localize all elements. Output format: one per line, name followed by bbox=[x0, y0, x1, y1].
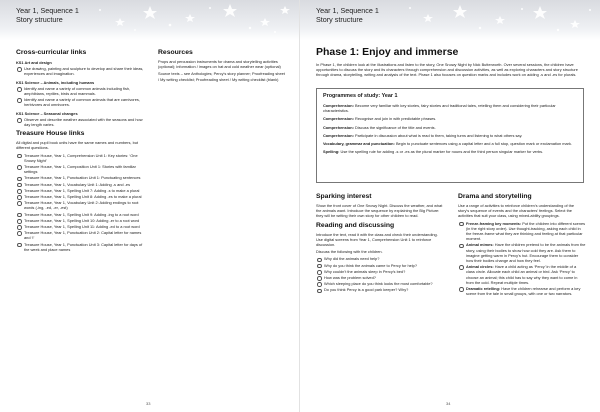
item-text: Have the children rehearse and perform a key scene from the tale in small groups, with one or two narrators. bbox=[466, 286, 581, 297]
reading-title: Reading and discussing bbox=[316, 221, 395, 229]
header-year: Year 1, Sequence 1 bbox=[16, 6, 79, 15]
row-label: Vocabulary, grammar and punctuation: bbox=[323, 141, 395, 147]
item-label: Animal circles: bbox=[466, 264, 494, 270]
reading-questions bbox=[316, 256, 444, 292]
drama-list bbox=[458, 221, 586, 297]
row-text: Begin to punctuate sentences using a capital letter and a full stop, question mark or exclamation mark. bbox=[395, 141, 572, 147]
list-item: Treasure House, Year 1, Spelling Unit 8: Adding -es to make a plural bbox=[16, 194, 144, 199]
resources-text-2: Source texts – see Anthologies; Percy’s story planner; Proofreading sheet / My writing checklist; Proofreading sheet / My writing checklist (blank) bbox=[158, 71, 285, 82]
page-header bbox=[16, 6, 79, 24]
treasure-house-intro: All digital and pupil book units have the same names and numbers, but different questions. bbox=[16, 140, 138, 151]
list-item: Treasure House, Year 1, Composition Unit 1: Stories with familiar settings bbox=[16, 164, 144, 174]
item-text: Have a child acting as ‘Percy’ in the middle of a class circle. Allocate each child an animal or bird. Ask ‘Percy’ to choose an animal; this child has to say why they want to come in from the cold. Repeat multiple times. bbox=[466, 264, 578, 285]
list-item bbox=[458, 286, 586, 296]
row-text: Become very familiar with key stories, fairy stories and traditional tales, retelling them and considering their particular characteristics. bbox=[323, 103, 556, 114]
item-label: Dramatic retelling: bbox=[466, 286, 501, 292]
list-item: Identify and name a variety of common animals that are carnivores, herbivores and omnivores. bbox=[16, 97, 144, 107]
drama-title: Drama and storytelling bbox=[458, 193, 532, 200]
list-item: Identify and name a variety of common animals including fish, amphibians, reptiles, birds and mammals. bbox=[16, 86, 144, 96]
row-text: Use the spelling rule for adding -s or -es as the plural marker for nouns and the third person singular marker for verbs. bbox=[340, 149, 544, 155]
programmes-row bbox=[323, 116, 577, 121]
list-item: Treasure House, Year 1, Punctuation Unit 1: Punctuating sentences bbox=[16, 175, 144, 180]
list-item: Treasure House, Year 1, Comprehension Unit 1: Key stories: ‘One Snowy Night’ bbox=[16, 153, 144, 163]
list-item: Observe and describe weather associated with the seasons and how day length varies. bbox=[16, 117, 144, 127]
reading-text: Introduce the text, read it with the class and check their understanding. Use digital screens from Year 1, Comprehension Unit 1 to reinforce discussion. bbox=[316, 231, 438, 248]
list-item: Do you think Percy is a good park keeper? Why? bbox=[316, 287, 444, 292]
row-text: Participate in discussion about what is read to them, taking turns and listening to what others say. bbox=[355, 132, 523, 138]
row-label: Comprehension: bbox=[323, 132, 354, 138]
list-item: Why did the animals need help? bbox=[316, 256, 444, 261]
left-column bbox=[16, 46, 144, 254]
resources-column bbox=[158, 46, 286, 84]
header-topic: Story structure bbox=[316, 15, 363, 24]
header-year: Year 1, Sequence 1 bbox=[316, 6, 379, 15]
sparking-text: Show the front cover of One Snowy Night. Discuss the weather, and what the animals want. Introduce the sequence by explaining the Big Picture: they will be writing their own story for other children to read. bbox=[316, 203, 443, 219]
list-item: Treasure House, Year 1, Vocabulary Unit 2: Adding endings to root words (-ing, -ed, -er, -est) bbox=[16, 200, 144, 210]
science-seasons-title: KS1 Science – Seasonal changes bbox=[16, 110, 78, 116]
art-title: KS1 Art and design bbox=[16, 60, 52, 65]
list-item: Treasure House, Year 1, Spelling Unit 11: Adding -ed to a root word bbox=[16, 224, 144, 229]
list-item: Treasure House, Year 1, Spelling Unit 7: Adding -s to make a plural bbox=[16, 188, 144, 193]
item-text: Have the children pretend to be the animals from the story, using their bodies to show how cold they are. Ask them to imagine getting warm in Percy’s hut. Encourage them to consider how their bodies change and how they feel. bbox=[466, 242, 586, 264]
science-seasons-list bbox=[16, 117, 144, 127]
list-item bbox=[458, 242, 586, 263]
header-topic: Story structure bbox=[16, 15, 63, 24]
row-text: Recognise and join in with predictable phrases. bbox=[355, 116, 437, 122]
lower-right-column bbox=[458, 190, 586, 298]
item-label: Animal mimes: bbox=[466, 242, 494, 248]
row-text: Discuss the significance of the title and events. bbox=[355, 124, 436, 130]
programmes-row bbox=[323, 149, 577, 154]
list-item: How was the problem solved? bbox=[316, 275, 444, 280]
list-item: Treasure House, Year 1, Spelling Unit 9: Adding -ing to a root word bbox=[16, 212, 144, 217]
cross-curricular-title: Cross-curricular links bbox=[16, 49, 87, 56]
row-label: Comprehension: bbox=[323, 124, 354, 130]
list-item bbox=[458, 221, 586, 242]
treasure-house-list bbox=[16, 153, 144, 252]
programmes-of-study-box bbox=[316, 88, 584, 183]
programmes-row bbox=[323, 133, 577, 138]
item-text: Put the children into different scenes (in the right story order). Use thought-tracking, asking each child in the freeze-frame what they are thinking and feeling at that particular moment. bbox=[466, 220, 586, 242]
drama-text: Use a range of activities to reinforce children’s understanding of the story’s sequence of events and the characters’ feelings. Select the activities that suit your class, using mixed-ability groupings. bbox=[458, 203, 575, 219]
item-label: Freeze-framing key moments: bbox=[466, 220, 522, 226]
lower-left-column bbox=[316, 190, 444, 295]
sparking-title: Sparking interest bbox=[316, 193, 372, 200]
list-item: Why do you think the animals came to Percy for help? bbox=[316, 263, 444, 268]
list-item: Treasure House, Year 1, Vocabulary Unit 1: Adding -s and -es bbox=[16, 182, 144, 187]
list-item: Treasure House, Year 1, Spelling Unit 10: Adding -er to a root word bbox=[16, 218, 144, 223]
resources-title: Resources bbox=[158, 49, 193, 56]
right-page bbox=[300, 0, 600, 412]
list-item: Treasure House, Year 1, Punctuation Unit 2: Capital letter for names and ‘I’ bbox=[16, 230, 144, 240]
page-number: 34 bbox=[446, 401, 451, 406]
science-animals-list bbox=[16, 86, 144, 108]
list-item: Why couldn’t the animals sleep in Percy’s bed? bbox=[316, 269, 444, 274]
list-item bbox=[458, 264, 586, 285]
science-animals-title: KS1 Science – Animals, including humans bbox=[16, 79, 95, 85]
list-item: Use drawing, painting and sculpture to develop and share their ideas, experiences and imagination. bbox=[16, 66, 144, 76]
reading-prompt: Discuss the following with the children. bbox=[316, 249, 383, 255]
phase-intro: In Phase 1, the children look at the illustrations and listen to the story, One Snowy Night by Nick Butterworth. Over several sessions, the children have opportunities to discuss the story and its characters through comprehension and discussion activities, as well as exploring characters and story structure through drama, storytelling, writing and analysis of the text. Phase 1 also focuses on question marks and includes work on adding -s and -es for plurals. bbox=[316, 62, 578, 78]
art-list bbox=[16, 66, 144, 76]
page-header bbox=[316, 6, 379, 24]
treasure-house-title: Treasure House links bbox=[16, 130, 85, 138]
programmes-row bbox=[323, 125, 577, 130]
list-item: Treasure House, Year 1, Punctuation Unit 3: Capital letter for days of the week and place names bbox=[16, 242, 144, 252]
page-number: 33 bbox=[146, 401, 151, 406]
list-item: Which sleeping place do you think looks the most comfortable? bbox=[316, 281, 444, 286]
row-label: Comprehension: bbox=[323, 103, 354, 108]
resources-text-1: Props and percussion instruments for drama and storytelling activities (optional); information / images on hat and cold weather wear (optional) bbox=[158, 59, 281, 70]
phase-title: Phase 1: Enjoy and immerse bbox=[316, 46, 459, 58]
row-label: Comprehension: bbox=[323, 116, 354, 122]
programmes-row bbox=[323, 141, 577, 146]
row-label: Spelling: bbox=[323, 149, 340, 155]
programmes-title: Programmes of study: Year 1 bbox=[323, 93, 398, 99]
programmes-row bbox=[323, 103, 577, 113]
